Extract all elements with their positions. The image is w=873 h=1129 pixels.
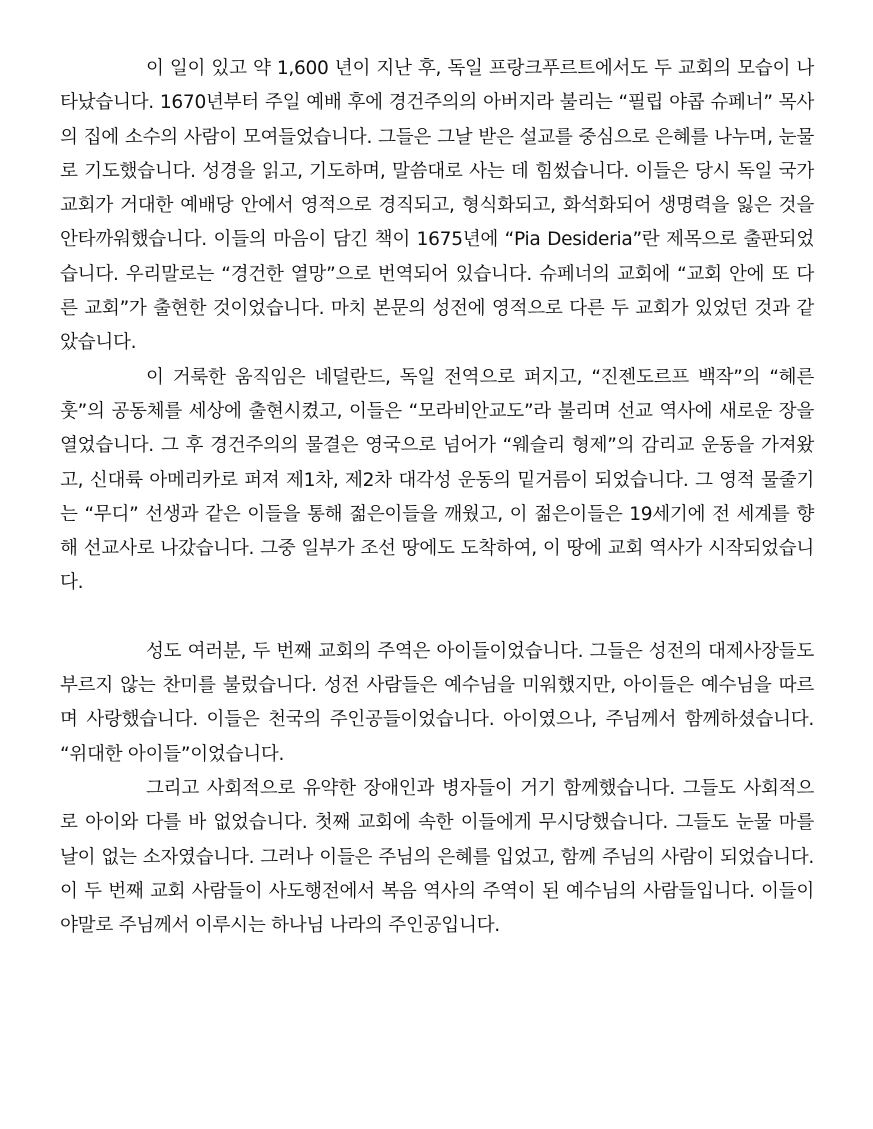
- paragraph-spacer: [60, 601, 814, 635]
- paragraph-2: 이 거룩한 움직임은 네덜란드, 독일 전역으로 퍼지고, “진젠도르프 백작”의 “헤른훗”의 공동체를 세상에 출현시켰고, 이들은 “모라비안교도”라 불리며 선교 역사에 새로운 장을 열었습니다. 그 후 경건주의의 물결은 영국으로 넘어가 “웨슬리 형제”의 감리교 운동을 가져왔고, 신대륙 아메리카로 퍼져 제1차, 제2차 대각성 운동의 밑거름이 되었습니다. 그 영적 물줄기는 “무디” 선생과 같은 이들을 통해 젊은이들을 깨웠고, 이 젊은이들은 19세기에 전 세계를 향해 선교사로 나갔습니다. 그중 일부가 조선 땅에도 도착하여, 이 땅에 교회 역사가 시작되었습니다.: [60, 366, 814, 594]
- document-page: [60, 52, 814, 943]
- paragraph-1: 이 일이 있고 약 1,600 년이 지난 후, 독일 프랑크푸르트에서도 두 교회의 모습이 나타났습니다. 1670년부터 주일 예배 후에 경건주의의 아버지라 불리는 “필립 야콥 슈페너” 목사의 집에 소수의 사람이 모여들었습니다. 그들은 그날 받은 설교를 중심으로 은혜를 나누며, 눈물로 기도했습니다. 성경을 읽고, 기도하며, 말씀대로 사는 데 힘썼습니다. 이들은 당시 독일 국가교회가 거대한 예배당 안에서 영적으로 경직되고, 형식화되고, 화석화되어 생명력을 잃은 것을 안타까워했습니다. 이들의 마음이 담긴 책이 1675년에 “Pia Desideria”란 제목으로 출판되었습니다. 우리말로는 “경건한 열망”으로 번역되어 있습니다. 슈페너의 교회에 “교회 안에 또 다른 교회”가 출현한 것이었습니다. 마치 본문의 성전에 영적으로 다른 두 교회가 있었던 것과 같았습니다.: [60, 58, 814, 354]
- paragraph-4: 그리고 사회적으로 유약한 장애인과 병자들이 거기 함께했습니다. 그들도 사회적으로 아이와 다를 바 없었습니다. 첫째 교회에 속한 이들에게 무시당했습니다. 그들도 눈물 마를 날이 없는 소자였습니다. 그러나 이들은 주님의 은혜를 입었고, 함께 주님의 사람이 되었습니다. 이 두 번째 교회 사람들이 사도행전에서 복음 역사의 주역이 된 예수님의 사람들입니다. 이들이야말로 주님께서 이루시는 하나님 나라의 주인공입니다.: [60, 777, 814, 937]
- paragraph-3: 성도 여러분, 두 번째 교회의 주역은 아이들이었습니다. 그들은 성전의 대제사장들도 부르지 않는 찬미를 불렀습니다. 성전 사람들은 예수님을 미워했지만, 아이들은 예수님을 따르며 사랑했습니다. 이들은 천국의 주인공들이었습니다. 아이였으나, 주님께서 함께하셨습니다. “위대한 아이들”이었습니다.: [60, 640, 814, 765]
